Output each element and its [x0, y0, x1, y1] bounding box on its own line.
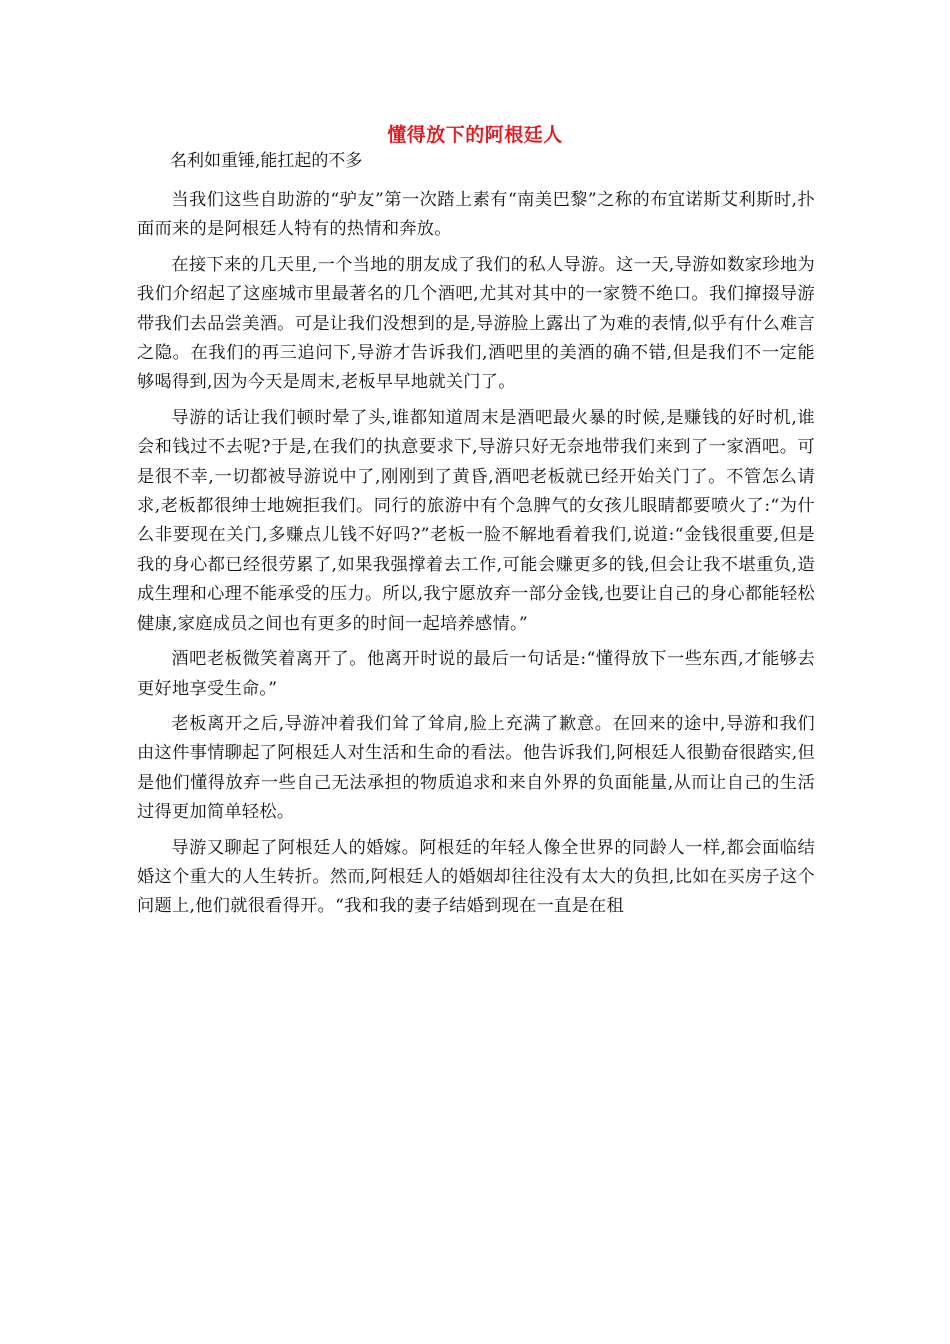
- paragraph-2: 在接下来的几天里,一个当地的朋友成了我们的私人导游。这一天,导游如数家珍地为我们介绍起了这座城市里最著名的几个酒吧,尤其对其中的一家赞不绝口。我们撺掇导游带我们去品尝美酒。可是让我们没想到的是,导游脸上露出了为难的表情,似乎有什么难言之隐。在我们的再三追问下,导游才告诉我们,酒吧里的美酒的确不错,但是我们不一定能够喝得到,因为今天是周末,老板早早地就关门了。: [137, 254, 815, 393]
- paragraph-4: 酒吧老板微笑着离开了。他离开时说的最后一句话是:“懂得放下一些东西,才能够去更好地享受生命。”: [137, 649, 815, 699]
- paragraph-1: 当我们这些自助游的“驴友”第一次踏上素有“南美巴黎”之称的布宜诺斯艾利斯时,扑面而来的是阿根廷人特有的热情和奔放。: [137, 190, 815, 240]
- paragraph-6: 导游又聊起了阿根廷人的婚嫁。阿根廷的年轻人像全世界的同龄人一样,都会面临结婚这个重大的人生转折。然而,阿根廷人的婚姻却往往没有太大的负担,比如在买房子这个问题上,他们就很看得开。“我和我的妻子结婚到现在一直是在租: [137, 837, 815, 917]
- article-body: [137, 186, 815, 922]
- paragraph-3: 导游的话让我们顿时晕了头,谁都知道周末是酒吧最火暴的时候,是赚钱的好时机,谁会和钱过不去呢?于是,在我们的执意要求下,导游只好无奈地带我们来到了一家酒吧。可是很不幸,一切都被导游说中了,刚刚到了黄昏,酒吧老板就已经开始关门了。不管怎么请求,老板都很绅士地婉拒我们。同行的旅游中有个急脾气的女孩儿眼睛都要喷火了:“为什么非要现在关门,多赚点儿钱不好吗?”老板一脸不解地看着我们,说道:“金钱很重要,但是我的身心都已经很劳累了,如果我强撑着去工作,可能会赚更多的钱,但会让我不堪重负,造成生理和心理不能承受的压力。所以,我宁愿放弃一部分金钱,也要让自己的身心都能轻松健康,家庭成员之间也有更多的时间一起培养感情。”: [137, 407, 815, 634]
- page-subtitle: 名利如重锤,能扛起的不多: [170, 151, 363, 171]
- page-title: 懂得放下的阿根廷人: [387, 124, 563, 146]
- paragraph-5: 老板离开之后,导游冲着我们耸了耸肩,脸上充满了歉意。在回来的途中,导游和我们由这件事情聊起了阿根廷人对生活和生命的看法。他告诉我们,阿根廷人很勤奋很踏实,但是他们懂得放弃一些自己无法承担的物质追求和来自外界的负面能量,从而让自己的生活过得更加简单轻松。: [137, 713, 815, 823]
